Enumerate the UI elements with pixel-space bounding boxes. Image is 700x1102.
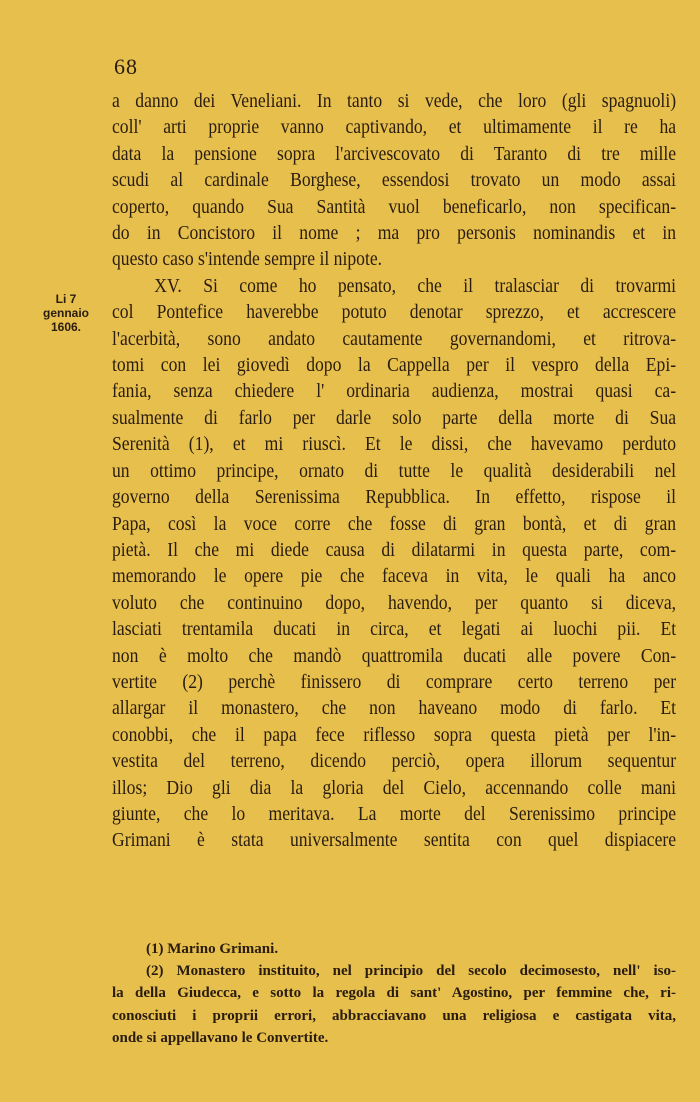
text-line: tomi con lei giovedì dopo la Cappella per il vespro della Epi- [112,354,677,377]
footnote-line: (2) Monastero instituito, nel principio del secolo decimosesto, nell' iso- [146,963,676,980]
text-line: non è molto che mandò quattromila ducati alle povere Con- [112,644,677,667]
text-line: col Pontefice haverebbe potuto denotar sprezzo, et accrescere [112,301,677,324]
text-line: voluto che continuino dopo, havendo, per quanto si diceva, [112,591,677,614]
text-line: un ottimo principe, ornato di tutte le qualità desiderabili nel [112,459,677,482]
footnotes [112,938,676,1049]
text-line: memorando le opere pie che faceva in vita, le quali ha anco [112,565,677,588]
text-line: coperto, quando Sua Santità vuol beneficarlo, non specifican- [112,195,677,218]
margin-note-line: gennaio [42,306,89,320]
body-text [112,88,676,854]
text-line: illos; Dio gli dia la gloria del Cielo, accennando colle mani [112,776,677,799]
text-line: vestita del terreno, dicendo perciò, opera illorum sequentur [112,750,677,773]
footnote-line: (1) Marino Grimani. [146,941,279,957]
margin-date-note [36,292,96,334]
text-line: questo caso s'intende sempre il nipote. [112,248,383,271]
text-line: lasciati trentamila ducati in circa, et legati ai luochi pii. Et [112,618,677,641]
margin-note-line: Li 7 [55,292,77,306]
footnote-line: conosciuti i proprii errori, abbracciavano una religiosa e castigata vita, [112,1007,676,1024]
text-line: Grimani è stata universalmente sentita con quel dispiacere [112,829,677,852]
text-line: giunte, che lo meritava. La morte del Serenissimo principe [112,802,677,825]
footnote-line: la della Giudecca, e sotto la regola di sant' Agostino, per femmine che, ri- [112,985,676,1002]
text-line: allargar il monastero, che non haveano modo di farlo. Et [112,697,677,720]
text-line: data la pensione sopra l'arcivescovato di Taranto di tre mille [112,142,677,165]
text-line: scudi al cardinale Borghese, essendosi trovato un modo assai [112,169,677,192]
text-line: Papa, così la voce corre che fosse di gran bontà, et di gran [112,512,677,535]
text-line: Serenità (1), et mi riuscì. Et le dissi, che havevamo perduto [112,433,677,456]
text-line: l'acerbità, sono andato cautamente governandomi, et ritrova- [112,327,677,350]
text-line: governo della Serenissima Repubblica. In effetto, rispose il [112,486,677,509]
footnote-line: onde si appellavano le Convertite. [112,1029,329,1046]
text-line: coll' arti proprie vanno captivando, et ultimamente il re ha [112,116,677,139]
margin-note-line: 1606. [50,320,82,334]
text-line: conobbi, che il papa fece riflesso sopra questa pietà per l'in- [112,723,677,746]
text-line: do in Concistoro il nome ; ma pro personis nominandis et in [112,222,677,245]
text-line: vertite (2) perchè finissero di comprare certo terreno per [112,670,677,693]
text-line: pietà. Il che mi diede causa di dilatarmi in questa parte, com- [112,538,677,561]
page-number: 68 [114,54,138,79]
text-line: fania, senza chiedere l' ordinaria audienza, mostrai quasi ca- [112,380,677,403]
section-heading-line: XV. Si come ho pensato, che il tralasciar di trovarmi [154,274,677,297]
text-line: sualmente di farlo per darle solo parte della morte di Sua [112,406,677,429]
text-line: a danno dei Veneliani. In tanto si vede, che loro (gli spagnuoli) [112,90,677,112]
